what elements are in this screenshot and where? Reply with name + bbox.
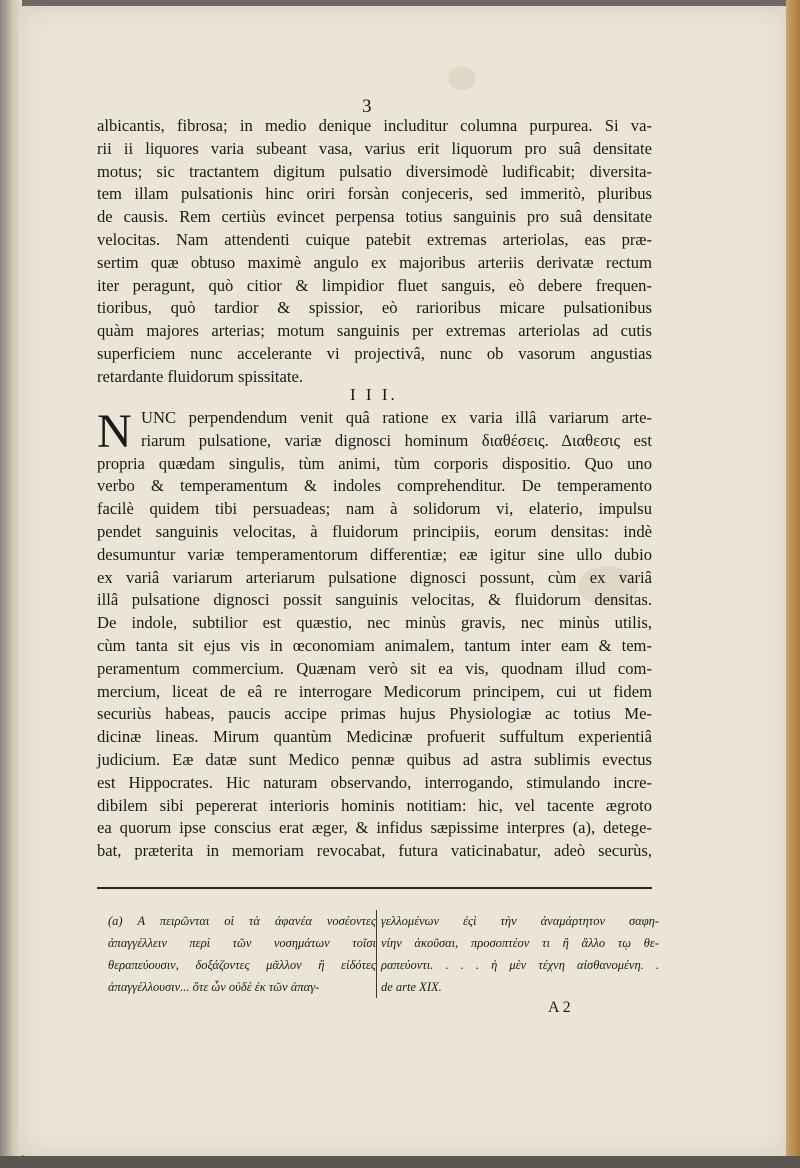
page-number: 3 <box>362 96 372 117</box>
text-line: sertim quæ obtuso maximè angulo ex majoribus arteriis derivatæ rectum <box>97 252 652 272</box>
text-line: UNC perpendendum venit quâ ratione ex varia illâ variarum arte- <box>141 408 652 427</box>
text-line: riarum pulsatione, variæ dignosci hominum διαθέσεις. Διαθεσις est <box>141 430 652 450</box>
footnote-line: γελλομένων ἐςὶ τὴν ἀναμάρτητον σαφη- <box>381 914 659 928</box>
text-line: peramentum commercium. Quænam verò sit ea vis, quodnam illud com- <box>97 658 652 678</box>
text-line: motus; sic tractantem digitum pulsatio diversimodè ludificabit; diversita- <box>97 161 652 181</box>
text-line: albicantis, fibrosa; in medio denique includitur columna purpurea. Si va- <box>97 116 652 135</box>
text-line: dibilem sibi pepererat interioris hominis notitiam: hic, vel tacente ægroto <box>97 795 652 815</box>
text-line: securiùs habeas, paucis accipe primas hujus Physiologiæ ac totius Me- <box>97 704 652 724</box>
scan-bottom-edge <box>0 1156 800 1168</box>
text-line: bat, præterita in memoriam revocabat, futura vaticinabatur, adeò securùs, <box>97 841 652 861</box>
footnote-column-1 <box>108 910 376 998</box>
paragraph-1 <box>97 115 652 389</box>
text-line: dicinæ lineas. Mirum quantùm Medicinæ profuerit suffultum experientiâ <box>97 727 652 747</box>
footnote-line: ραπεύοντι. . . . ἡ μὲν τέχνη αἰσθανομένη. . <box>381 958 659 972</box>
text-line: De indole, subtilior est quæstio, nec minùs gravis, nec minùs utilis, <box>97 613 652 633</box>
text-line: illâ pulsatione dignosci possit sanguinis velocitas, & fluidorum densitas. <box>97 590 652 610</box>
text-line: quàm majores arterias; motum sanguinis per extremas arteriolas ad cutis <box>97 321 652 341</box>
text-line: mercium, liceat de eâ re interrogare Medicorum principem, cui ut fidem <box>97 681 652 701</box>
paragraph-2 <box>97 407 652 863</box>
book-cover-edge <box>786 0 800 1168</box>
footnote-line: ἀπαγγέλλουσιν... ὅτε ὧν οὐδὲ ἐκ τῶν ἀπαγ- <box>108 980 320 994</box>
text-line: rii ii liquores varia subeant vasa, varius erit liquorum pro suâ densitate <box>97 138 652 158</box>
footnote-line: de arte XIX. <box>381 980 442 994</box>
paper-stain <box>448 66 476 90</box>
text-line: velocitas. Nam attendenti cuique patebit extremas arteriolas, eas præ- <box>97 229 652 249</box>
text-line: tioribus, quò tardior & spissior, eò rarioribus micare pulsationibus <box>97 298 652 318</box>
text-line: judicium. Eæ datæ sunt Medico pennæ quibus ad astra sublimis evectus <box>97 749 652 769</box>
footnote-line: νίην ἀκοῦσαι, προσοπτέον τι ἢ ἄλλο τῳ θε- <box>381 936 659 950</box>
text-line: est Hippocrates. Hic naturam observando, interrogando, stimulando incre- <box>97 772 652 792</box>
text-line: cùm tanta sit ejus vis in œconomiam animalem, tantum inter eam & tem- <box>97 635 652 655</box>
text-line: iter peragunt, quò citior & limpidior fluet sanguis, eò debere frequen- <box>97 275 652 295</box>
footnote-column-2 <box>376 910 659 998</box>
text-line: retardante fluidorum spissitate. <box>97 366 303 386</box>
text-line: ex variâ variarum arteriarum pulsatione dignosci possunt, cùm ex variâ <box>97 567 652 587</box>
text-line: facilè quidem tibi persuadeas; nam à solidorum vi, elaterio, impulsu <box>97 499 652 519</box>
section-heading: I I I. <box>350 385 398 404</box>
footnote-line: ἀπαγγέλλειν περὶ τῶν νοσημάτων τοῖσι <box>108 936 376 950</box>
text-line: ea quorum ipse conscius erat æger, & infidus sæpissime interpres (a), detege- <box>97 818 652 838</box>
text-line: de causis. Rem certiùs evincet perpensa totius sanguinis pro suâ densitate <box>97 207 652 227</box>
footnote-line: θεραπεύουσιν, δοξάζοντες μᾶλλον ἢ εἰδότες <box>108 958 376 972</box>
text-line: pendet sanguinis velocitas, à fluidorum principiis, eorum densitas: indè <box>97 521 652 541</box>
signature-mark: A 2 <box>548 999 571 1016</box>
text-line: tem illam pulsationis hinc oriri forsàn conjeceris, sed immeritò, pluribus <box>97 184 652 204</box>
text-line: superficiem nunc accelerante vi projectivâ, nunc ob vasorum angustias <box>97 343 652 363</box>
text-line: desumuntur variæ temperamentorum differentiæ; eæ igitur sine ullo dubio <box>97 544 652 564</box>
text-line: propria quædam singulis, tùm animi, tùm corporis dispositio. Quo uno <box>97 453 652 473</box>
footnote-rule <box>97 887 652 889</box>
drop-cap: N <box>97 405 132 458</box>
footnote-line: (a) Α πειρῶνται οἱ τὰ ἀφανέα νοσέοντες <box>108 914 376 928</box>
text-line: verbo & temperamentum & indoles comprehenditur. De temperamento <box>97 476 652 496</box>
